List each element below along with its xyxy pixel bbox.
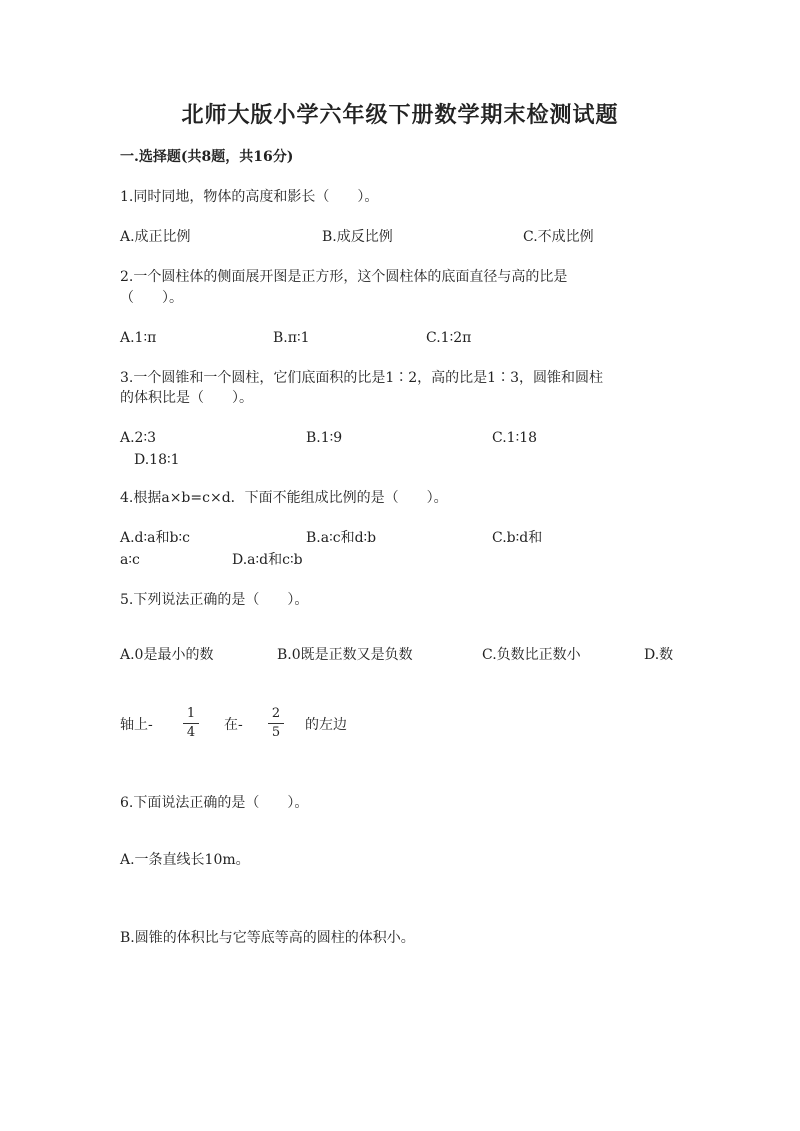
question-3-option-d: D.18∶1 bbox=[134, 452, 180, 468]
question-1-stem: 1.同时同地，物体的高度和影长（ ）。 bbox=[120, 189, 379, 205]
question-5-option-d-suffix: 的左边 bbox=[305, 717, 347, 733]
question-3-stem-line1: 3.一个圆锥和一个圆柱，它们底面积的比是1∶2，高的比是1∶3，圆锥和圆柱 bbox=[120, 370, 603, 386]
question-4-option-a: A.d∶a和b∶c bbox=[120, 530, 190, 546]
question-1-option-b: B.成反比例 bbox=[322, 229, 393, 245]
question-5-option-b: B.0既是正数又是负数 bbox=[277, 647, 413, 663]
question-1-option-a: A.成正比例 bbox=[120, 229, 191, 245]
question-3-stem-line2: 的体积比是（ ）。 bbox=[120, 390, 253, 406]
question-2-option-b: B.π∶1 bbox=[273, 330, 310, 346]
question-1-option-c: C.不成比例 bbox=[523, 229, 594, 245]
fraction-numerator: 2 bbox=[271, 706, 281, 721]
fraction-denominator: 5 bbox=[271, 725, 281, 740]
fraction-numerator: 1 bbox=[186, 706, 196, 721]
question-3-option-a: A.2∶3 bbox=[120, 430, 157, 446]
question-4-option-b: B.a∶c和d∶b bbox=[306, 530, 377, 546]
question-5-option-d-line1: D.数 bbox=[644, 647, 674, 663]
question-6-option-a: A.一条直线长10m。 bbox=[120, 852, 250, 868]
question-4-option-c-line2: a∶c bbox=[120, 552, 140, 568]
question-5-option-d-middle: 在- bbox=[224, 717, 243, 733]
question-2-option-c: C.1∶2π bbox=[426, 330, 472, 346]
question-5-option-c: C.负数比正数小 bbox=[482, 647, 581, 663]
page-title: 北师大版小学六年级下册数学期末检测试题 bbox=[181, 102, 619, 128]
fraction-two-fifths bbox=[268, 706, 284, 741]
question-2-option-a: A.1∶π bbox=[120, 330, 157, 346]
fraction-bar bbox=[268, 723, 284, 724]
fraction-one-quarter bbox=[183, 706, 199, 741]
question-5-stem: 5.下列说法正确的是（ ）。 bbox=[120, 592, 309, 608]
question-3-option-c: C.1∶18 bbox=[492, 430, 538, 446]
section-heading: 一.选择题(共8题，共16分) bbox=[120, 149, 294, 165]
question-6-stem: 6.下面说法正确的是（ ）。 bbox=[120, 795, 309, 811]
question-4-option-d: D.a∶d和c∶b bbox=[232, 552, 303, 568]
question-2-stem-line2: （ ）。 bbox=[120, 290, 183, 306]
question-2-stem-line1: 2.一个圆柱体的侧面展开图是正方形，这个圆柱体的底面直径与高的比是 bbox=[120, 269, 568, 285]
fraction-bar bbox=[183, 723, 199, 724]
question-6-option-b: B.圆锥的体积比与它等底等高的圆柱的体积小。 bbox=[120, 930, 415, 946]
fraction-denominator: 4 bbox=[186, 725, 196, 740]
question-5-option-d-prefix: 轴上- bbox=[120, 717, 153, 733]
question-4-stem: 4.根据a×b=c×d．下面不能组成比例的是（ ）。 bbox=[120, 490, 448, 506]
question-5-option-a: A.0是最小的数 bbox=[120, 647, 214, 663]
question-4-option-c-line1: C.b∶d和 bbox=[492, 530, 543, 546]
question-3-option-b: B.1∶9 bbox=[306, 430, 343, 446]
